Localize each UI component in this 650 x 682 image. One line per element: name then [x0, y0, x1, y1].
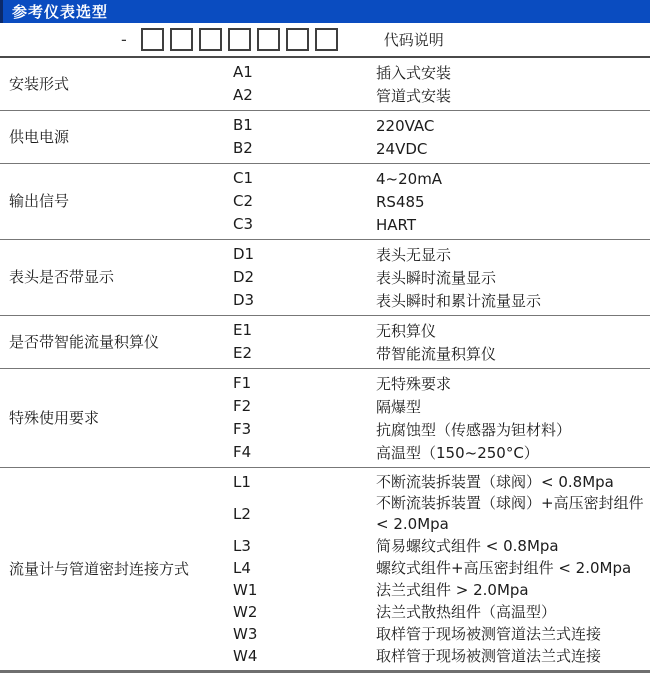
- option-row: [224, 645, 650, 667]
- option-desc: 简易螺纹式组件 < 0.8Mpa: [376, 536, 559, 555]
- group-label: 安装形式: [9, 74, 70, 93]
- option-row: [224, 372, 650, 395]
- option-row: [224, 623, 650, 645]
- option-row: [224, 190, 650, 213]
- option-desc: 带智能流量积算仪: [376, 344, 497, 363]
- code-box: [257, 28, 280, 51]
- option-row: [224, 84, 650, 107]
- option-desc: RS485: [376, 192, 425, 211]
- option-desc: 隔爆型: [376, 397, 422, 416]
- option-row: [224, 61, 650, 84]
- option-row: [224, 395, 650, 418]
- option-group: [0, 58, 650, 111]
- option-row: [224, 243, 650, 266]
- option-code: W3: [233, 625, 258, 643]
- option-desc: 不断流装拆装置（球阀）+高压密封组件 < 2.0Mpa: [376, 494, 644, 533]
- option-code: W4: [233, 647, 258, 665]
- option-row: [224, 167, 650, 190]
- code-spec-row: [0, 23, 650, 58]
- option-desc: 无积算仪: [376, 321, 437, 340]
- option-desc: 取样管于现场被测管道法兰式连接: [376, 624, 602, 643]
- option-row: [224, 579, 650, 601]
- option-list: [224, 114, 650, 160]
- group-label: 输出信号: [9, 192, 70, 210]
- option-list: [224, 61, 650, 107]
- option-list: [224, 167, 650, 236]
- code-box: [315, 28, 338, 51]
- option-list: [224, 243, 650, 312]
- option-code: L2: [233, 505, 251, 523]
- option-code: L4: [233, 559, 251, 577]
- option-desc: 表头瞬时和累计流量显示: [376, 291, 542, 310]
- option-code: A2: [233, 86, 253, 104]
- option-code: W2: [233, 603, 258, 621]
- code-box: [170, 28, 193, 51]
- group-label: 流量计与管道密封连接方式: [9, 559, 190, 578]
- option-desc: 螺纹式组件+高压密封组件 < 2.0Mpa: [376, 558, 632, 577]
- option-row: [224, 114, 650, 137]
- option-desc: 高温型（150~250°C）: [376, 443, 539, 462]
- code-box: [199, 28, 222, 51]
- option-code: C2: [233, 192, 254, 210]
- option-row: [224, 441, 650, 464]
- option-list: [224, 372, 650, 464]
- option-code: E1: [233, 321, 253, 339]
- option-code: F3: [233, 420, 252, 438]
- option-row: [224, 213, 650, 236]
- option-list: [224, 319, 650, 365]
- option-row: [224, 535, 650, 557]
- option-code: B1: [233, 116, 253, 134]
- option-row: [224, 557, 650, 579]
- option-group: [0, 240, 650, 316]
- bottom-rule: [0, 670, 650, 673]
- option-code: D3: [233, 291, 255, 309]
- option-desc: 220VAC: [376, 116, 435, 135]
- option-code: E2: [233, 344, 253, 362]
- code-box: [141, 28, 164, 51]
- option-row: [224, 137, 650, 160]
- code-boxes: [141, 28, 344, 51]
- option-code: W1: [233, 581, 258, 599]
- option-code: D2: [233, 268, 255, 286]
- option-desc: 表头瞬时流量显示: [376, 268, 497, 287]
- selection-table: [0, 58, 650, 670]
- option-group: [0, 316, 650, 369]
- option-desc: 表头无显示: [376, 245, 452, 264]
- option-code: F2: [233, 397, 252, 415]
- option-row: [224, 319, 650, 342]
- option-code: D1: [233, 245, 255, 263]
- option-code: F1: [233, 374, 252, 392]
- page-title: 参考仪表选型: [12, 3, 109, 21]
- option-desc: 管道式安装: [376, 86, 452, 105]
- option-desc: 4~20mA: [376, 169, 443, 188]
- option-desc: 不断流装拆装置（球阀）< 0.8Mpa: [376, 472, 614, 491]
- option-code: B2: [233, 139, 253, 157]
- option-code: L1: [233, 473, 251, 491]
- option-desc: 24VDC: [376, 139, 428, 158]
- option-desc: 法兰式组件 > 2.0Mpa: [376, 580, 529, 599]
- option-group: [0, 369, 650, 468]
- group-label: 是否带智能流量积算仪: [9, 332, 160, 351]
- option-row: [224, 601, 650, 623]
- option-group: [0, 164, 650, 240]
- option-code: F4: [233, 443, 252, 461]
- group-label: 特殊使用要求: [9, 408, 100, 427]
- option-desc: 取样管于现场被测管道法兰式连接: [376, 646, 602, 665]
- code-dash: -: [121, 29, 127, 49]
- option-desc: 插入式安装: [376, 63, 452, 82]
- option-row: [224, 289, 650, 312]
- option-row: [224, 418, 650, 441]
- option-desc: 法兰式散热组件（高温型）: [376, 602, 557, 621]
- option-group: [0, 468, 650, 670]
- option-code: L3: [233, 537, 251, 555]
- option-code: A1: [233, 63, 253, 81]
- group-label: 供电电源: [9, 127, 70, 146]
- option-desc: 无特殊要求: [376, 374, 452, 393]
- option-row: [224, 342, 650, 365]
- option-desc: HART: [376, 215, 417, 234]
- code-description-heading: 代码说明: [383, 31, 444, 49]
- option-group: [0, 111, 650, 164]
- option-row: [224, 471, 650, 493]
- option-list: [224, 471, 650, 667]
- option-desc: 抗腐蚀型（传感器为钽材料）: [376, 420, 572, 439]
- code-box: [286, 28, 309, 51]
- group-label: 表头是否带显示: [9, 268, 115, 286]
- option-row: [224, 266, 650, 289]
- title-bar: [0, 0, 650, 23]
- option-row: [224, 493, 650, 535]
- option-code: C1: [233, 169, 254, 187]
- option-code: C3: [233, 215, 254, 233]
- code-box: [228, 28, 251, 51]
